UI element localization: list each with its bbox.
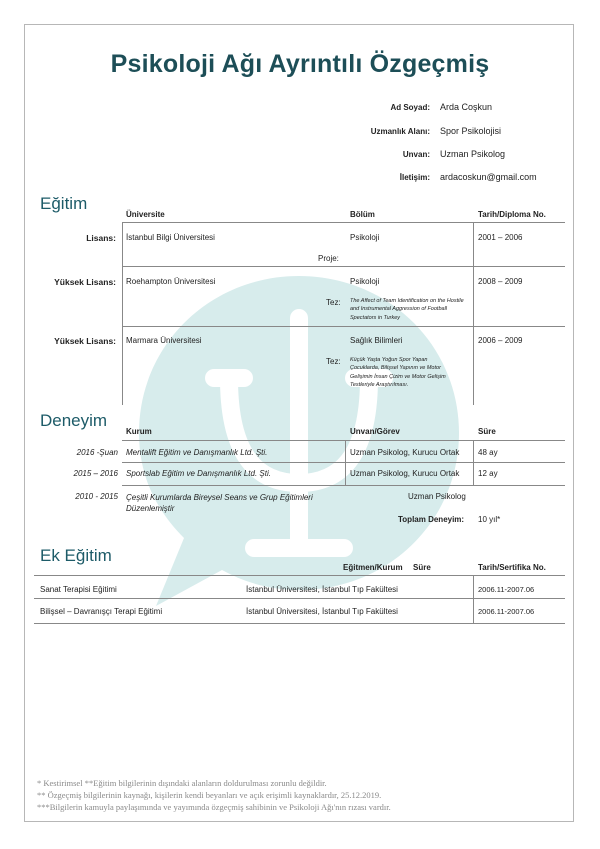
education-date: 2006 – 2009 xyxy=(478,336,523,345)
experience-total-label: Toplam Deneyim: xyxy=(398,515,465,524)
extra-training-institution: İstanbul Üniversitesi, İstanbul Tıp Fakültesi xyxy=(246,585,398,594)
divider xyxy=(122,462,565,463)
extra-training-date: 2006.11-2007.06 xyxy=(478,585,535,594)
education-header-university: Üniversite xyxy=(126,210,165,219)
education-title: Eğitim xyxy=(40,194,88,213)
education-thesis-label: Tez: xyxy=(326,357,341,366)
name-label: Ad Soyad: xyxy=(390,103,430,112)
education-date: 2008 – 2009 xyxy=(478,277,523,286)
education-date: 2001 – 2006 xyxy=(478,233,523,242)
divider xyxy=(473,575,474,624)
experience-header-role: Unvan/Görev xyxy=(350,427,400,436)
experience-institution: Sportslab Eğitim ve Danışmanlık Ltd. Şti. xyxy=(126,469,271,478)
experience-institution: Çeşitli Kurumlarda Bireysel Seans ve Grup Eğitimleri Düzenlemiştir xyxy=(126,493,313,514)
education-university: Roehampton Üniversitesi xyxy=(126,277,216,286)
title-label: Unvan: xyxy=(402,150,430,159)
contact-value: ardacoskun@gmail.com xyxy=(440,172,537,182)
experience-header-duration: Süre xyxy=(478,427,496,436)
education-university: Marmara Üniversitesi xyxy=(126,336,202,345)
experience-duration: 48 ay xyxy=(478,448,498,457)
education-thesis-text: Küçük Yaşta Yoğun Spor Yapan Çocuklarda, Bilişsel Yapının ve Motor Gelişimin İnsan Çizim ve Motor Gelişim Testleriyle Araştırılması. xyxy=(350,357,446,388)
education-department: Sağlık Bilimleri xyxy=(350,336,403,345)
education-university: İstanbul Bilgi Üniversitesi xyxy=(126,233,215,242)
divider xyxy=(34,575,565,576)
experience-role: Uzman Psikolog xyxy=(408,492,466,501)
extra-training-header-duration: Süre xyxy=(413,563,431,572)
divider xyxy=(122,440,565,441)
extra-training-header-date: Tarih/Sertifika No. xyxy=(478,563,546,572)
experience-period: 2016 -Şuan xyxy=(76,448,118,457)
extra-training-name: Bilişsel – Davranışçı Terapi Eğitimi xyxy=(40,607,163,616)
experience-period: 2010 - 2015 xyxy=(75,492,118,501)
education-department: Psikoloji xyxy=(350,233,380,242)
name-value: Arda Coşkun xyxy=(440,102,493,112)
title-value: Uzman Psikolog xyxy=(440,149,506,159)
divider xyxy=(345,440,346,486)
footer-note: ***Bilgilerin kamuyla paylaşımında ve yayımında özgeçmiş sahibinin ve Psikoloji Ağı'nın rızası vardır. xyxy=(37,802,391,812)
divider xyxy=(122,222,123,405)
experience-role: Uzman Psikolog, Kurucu Ortak xyxy=(350,448,460,457)
specialty-label: Uzmanlık Alanı: xyxy=(370,127,430,136)
experience-header-institution: Kurum xyxy=(126,427,152,436)
experience-period: 2015 – 2016 xyxy=(73,469,118,478)
extra-training-institution: İstanbul Üniversitesi, İstanbul Tıp Fakültesi xyxy=(246,607,398,616)
divider xyxy=(122,222,565,223)
divider xyxy=(122,326,565,327)
extra-training-header-institution: Eğitmen/Kurum xyxy=(343,563,403,572)
experience-institution: Mentalift Eğitim ve Danışmanlık Ltd. Şti. xyxy=(126,448,268,457)
footer-note: * Kestirimsel **Eğitim bilgilerinin dışındaki alanların doldurulması zorunlu değildir. xyxy=(37,778,327,788)
education-department: Psikoloji xyxy=(350,277,380,286)
divider xyxy=(122,485,565,486)
education-degree: Lisans: xyxy=(86,233,116,243)
education-degree: Yüksek Lisans: xyxy=(54,336,116,346)
education-thesis-text: The Affect of Team Identification on the Hostile and Instrumental Aggression of Football Spectators in Turkey xyxy=(350,298,464,321)
education-project-label: Proje: xyxy=(318,254,339,263)
education-header-date: Tarih/Diploma No. xyxy=(478,210,546,219)
specialty-value: Spor Psikolojisi xyxy=(440,126,502,136)
education-thesis-label: Tez: xyxy=(326,298,341,307)
extra-training-name: Sanat Terapisi Eğitimi xyxy=(40,585,117,594)
experience-title: Deneyim xyxy=(40,411,108,430)
divider xyxy=(473,222,474,405)
divider xyxy=(122,266,473,267)
contact-label: İletişim: xyxy=(399,173,430,182)
experience-role: Uzman Psikolog, Kurucu Ortak xyxy=(350,469,460,478)
footer-note: ** Özgeçmiş bilgilerinin kaynağı, kişilerin kendi beyanları ve açık erişimli kaynaklardır, 25.12.2019. xyxy=(37,790,382,800)
education-header-department: Bölüm xyxy=(350,210,375,219)
divider xyxy=(473,440,474,486)
extra-training-title: Ek Eğitim xyxy=(40,546,112,565)
divider xyxy=(34,598,565,599)
divider xyxy=(473,266,565,267)
divider xyxy=(34,623,565,624)
education-degree: Yüksek Lisans: xyxy=(54,277,116,287)
extra-training-date: 2006.11-2007.06 xyxy=(478,607,535,616)
experience-duration: 12 ay xyxy=(478,469,498,478)
page-title: Psikoloji Ağı Ayrıntılı Özgeçmiş xyxy=(110,50,490,78)
experience-total-value: 10 yıl* xyxy=(478,515,501,524)
